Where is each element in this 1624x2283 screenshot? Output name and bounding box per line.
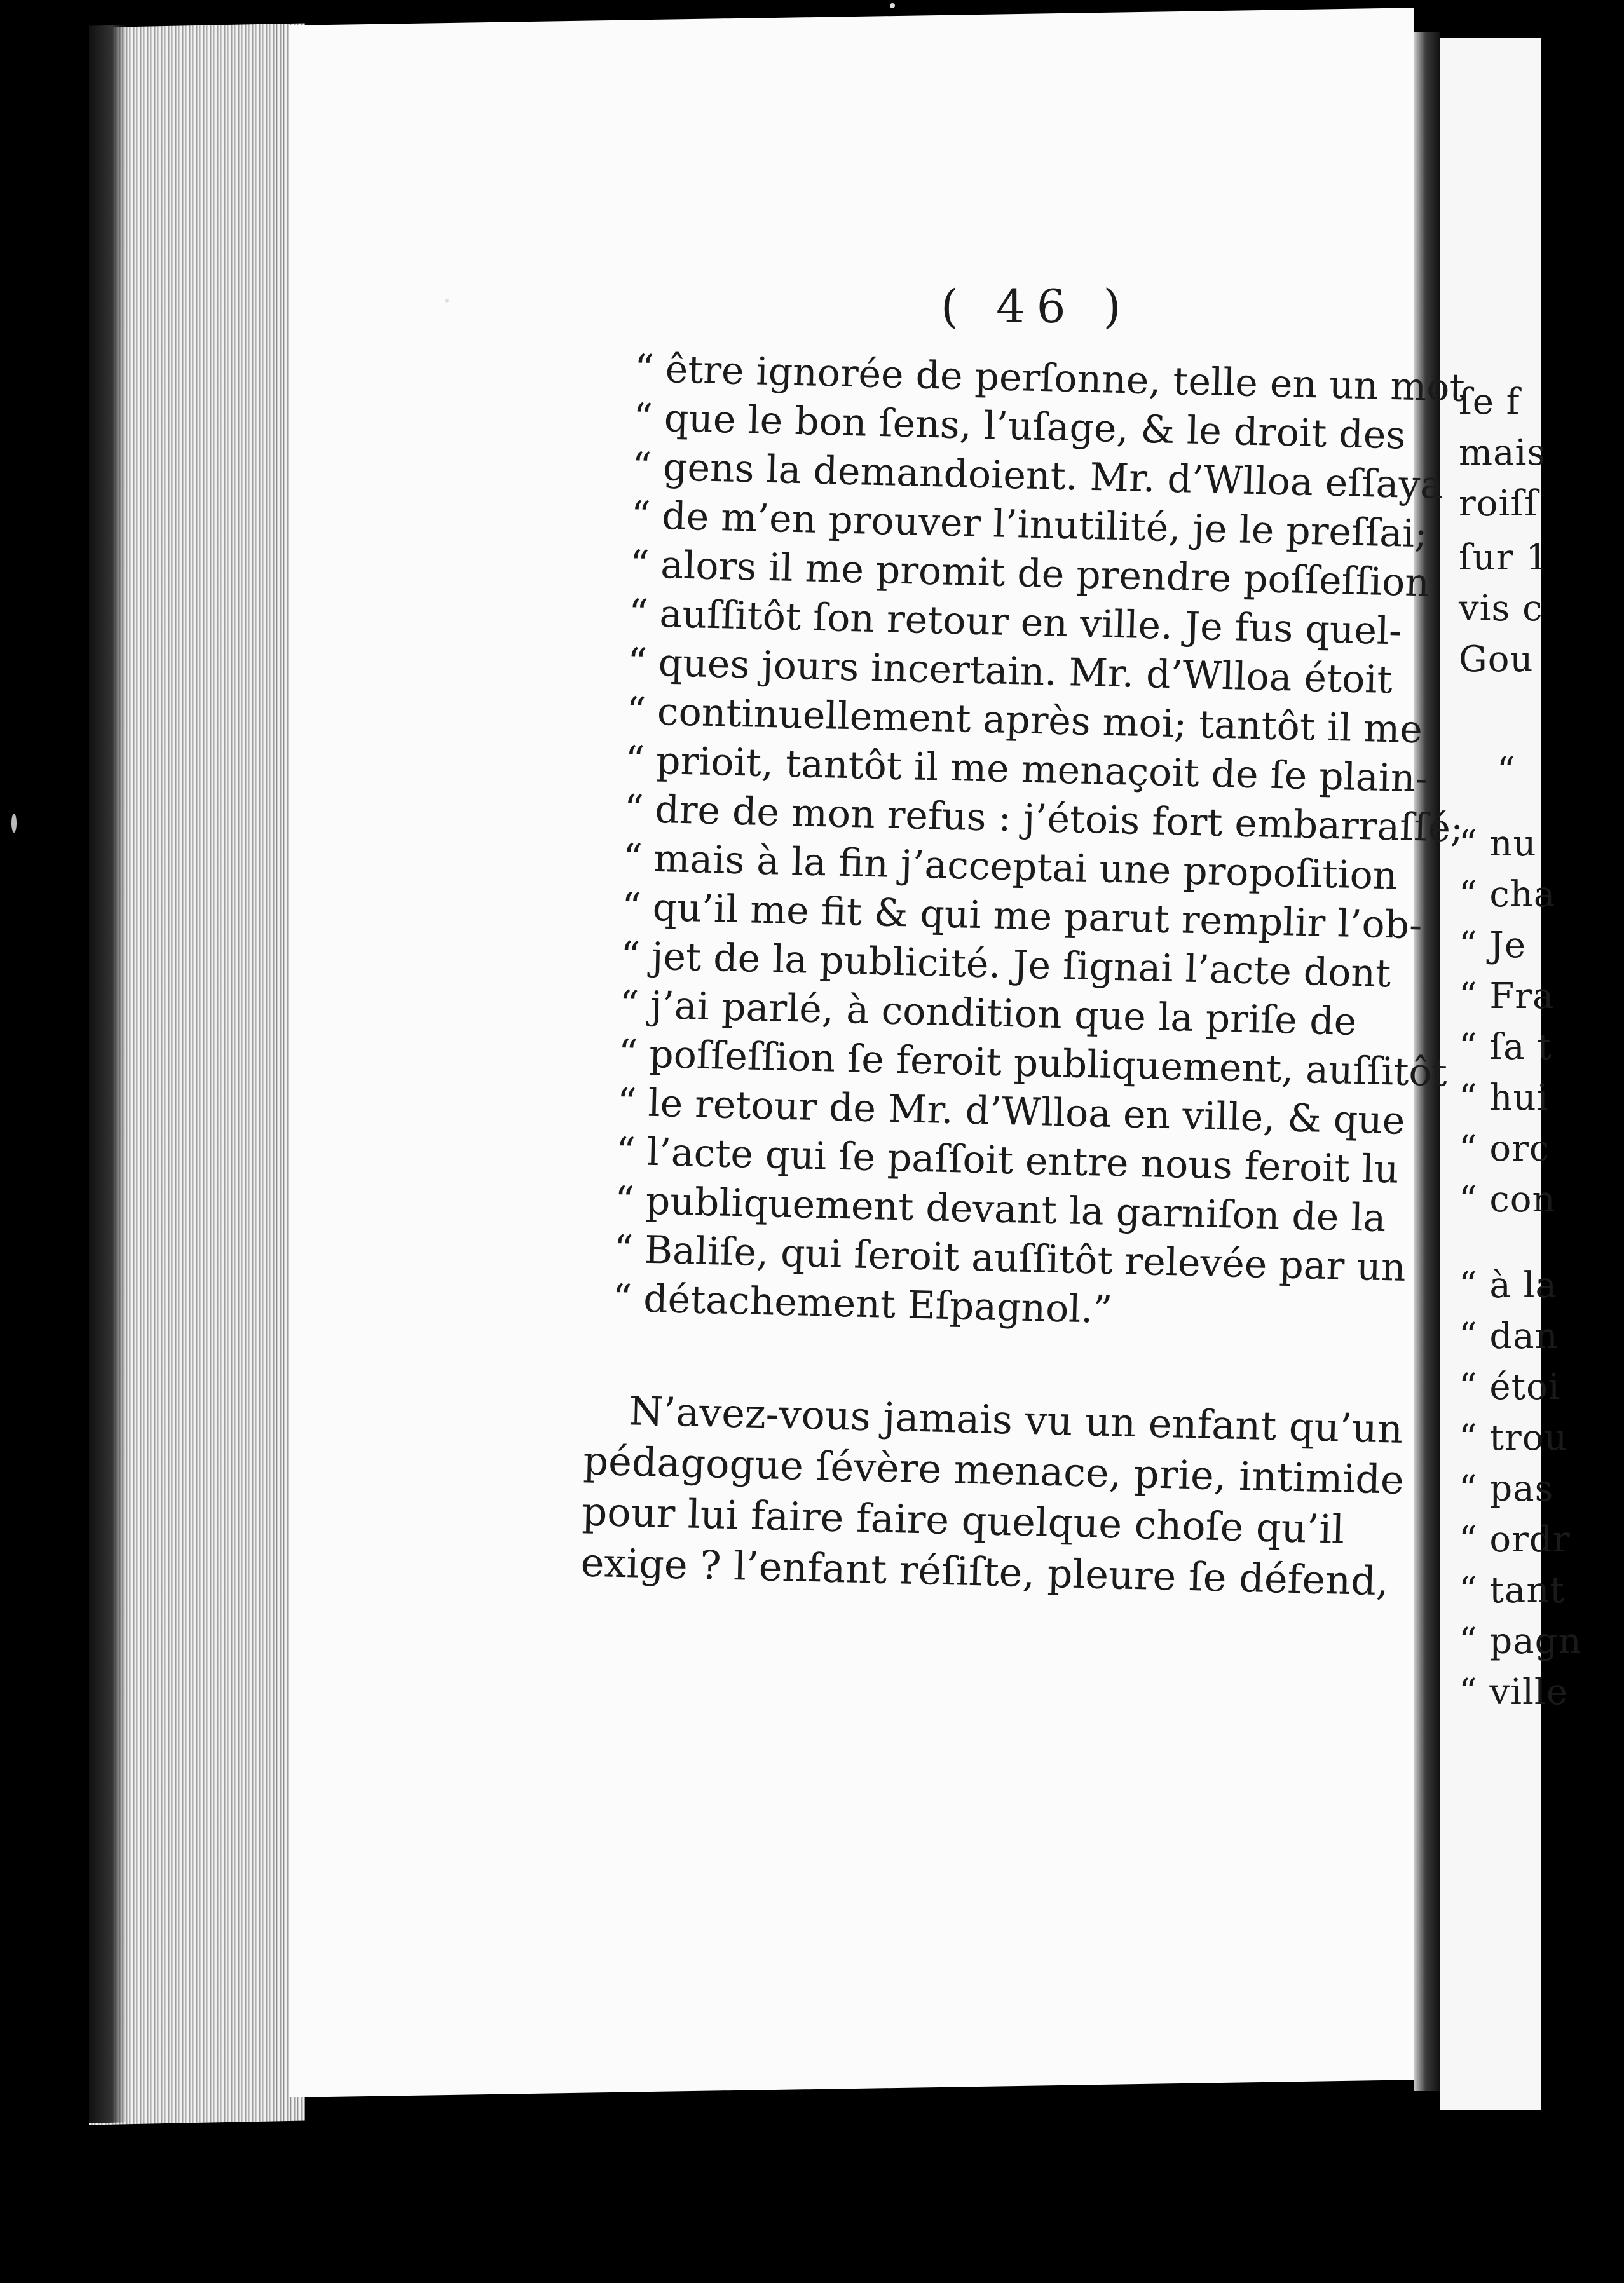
paragraph-line: N’avez-vous jamais vu un enfant qu’un [628, 1387, 1403, 1452]
quoted-line-text: jet de la publicité. Je ſignai l’acte dont [651, 934, 1391, 997]
quote-mark: “ [611, 1276, 633, 1321]
right-page-line: Gou [1459, 639, 1534, 680]
right-page-line: “ tant [1459, 1570, 1565, 1611]
quoted-line-text: publiquement devant la garniſon de la [645, 1178, 1387, 1241]
right-page-line: ſur 1 [1459, 537, 1549, 578]
quoted-line-text: détachement Eſpagnol.” [643, 1276, 1114, 1333]
right-page-line: “ étoi [1459, 1366, 1560, 1408]
right-page-line: roiſſ [1459, 483, 1538, 524]
quoted-line-text: le retour de Mr. d’Wlloa en ville, & que [647, 1080, 1406, 1143]
right-page-line: “ ordr [1459, 1519, 1571, 1560]
quote-mark: “ [617, 1080, 638, 1126]
quote-mark: “ [630, 493, 652, 538]
right-page-line: mais [1459, 432, 1546, 474]
quoted-line-text: qu’il me fit & qui me parut remplir l’ob- [652, 885, 1423, 948]
paragraph-line: pour lui faire faire quelque choſe qu’il [581, 1488, 1345, 1553]
right-page-line: “ orc [1459, 1128, 1550, 1169]
quoted-line-text: auſſitôt ſon retour en ville. Je fus quel- [658, 592, 1403, 654]
quote-mark: “ [634, 346, 655, 392]
page-number: ( 46 ) [941, 280, 1133, 333]
right-page-line: “ Je [1459, 925, 1527, 966]
quote-mark: “ [628, 590, 649, 636]
quote-mark: “ [614, 1178, 635, 1223]
quote-mark: “ [625, 688, 646, 734]
quoted-line-text: gens la demandoient. Mr. d’Wlloa eſſaya [662, 445, 1443, 508]
right-page-line: “ à la [1459, 1265, 1557, 1306]
quoted-line-text: prioit, tantôt il me menaçoit de ſe plain- [655, 738, 1429, 801]
dust-speck [445, 299, 449, 303]
paragraph-line: pédagogue ſévère menace, prie, intimide [582, 1437, 1405, 1503]
quote-mark: “ [622, 835, 643, 881]
right-page [1440, 38, 1582, 2110]
quote-mark: “ [624, 737, 646, 783]
quoted-line-text: de m’en prouver l’inutilité, je le preſſai; [661, 494, 1428, 557]
quote-mark: “ [617, 1031, 639, 1077]
right-page-line: “ cha [1459, 874, 1556, 915]
right-page-line: “ ſa t [1459, 1026, 1552, 1068]
quoted-line-text: l’acte qui ſe paſſoit entre nous feroit lu [646, 1129, 1400, 1192]
right-page-line: “ [1497, 750, 1516, 791]
right-page-line: “ Fra [1459, 976, 1555, 1017]
quote-mark: “ [621, 884, 642, 930]
quoted-line-text: mais à la fin j’acceptai une propoſition [653, 836, 1398, 899]
quote-mark: “ [620, 933, 641, 979]
quote-mark: “ [618, 982, 640, 1028]
page-edges-shadow [89, 25, 127, 2123]
quoted-line-text: alors il me promit de prendre poſſeſſion [660, 543, 1430, 606]
quote-mark: “ [627, 639, 648, 685]
quoted-line-text: que le bon ſens, l’uſage, & le droit des [664, 396, 1406, 458]
right-page-line: “ nu [1459, 823, 1537, 864]
right-page-line: “ pas [1459, 1468, 1554, 1510]
quote-mark: “ [615, 1129, 636, 1175]
quote-mark: “ [613, 1227, 634, 1272]
quoted-line-text: continuellement après moi; tantôt il me [657, 689, 1423, 753]
quoted-line-text: dre de mon refus : j’étois fort embarraſſé; [654, 787, 1464, 851]
right-page-line: “ con [1459, 1179, 1556, 1220]
quoted-line-text: Baliſe, qui ſeroit auſſitôt relevée par un [644, 1227, 1407, 1290]
right-page-line: “ trou [1459, 1417, 1568, 1459]
right-page-line: “ hui [1459, 1077, 1549, 1119]
dust-speck [890, 3, 895, 8]
right-page-line: “ pagn [1459, 1621, 1582, 1662]
quoted-line-text: ques jours incertain. Mr. d’Wlloa étoit [658, 641, 1393, 703]
right-page-line: ſe f [1459, 381, 1520, 423]
right-page-line: “ dan [1459, 1316, 1559, 1357]
quoted-line-text: j’ai parlé, à condition que la priſe de [650, 983, 1358, 1045]
quoted-line-text: poſſeſſion ſe feroit publiquement, auſſitôt [648, 1032, 1448, 1096]
quote-mark: “ [629, 542, 650, 587]
quoted-line-text: être ignorée de perſonne, telle en un mot [664, 347, 1466, 411]
right-page-line: vis c [1459, 588, 1543, 629]
quote-mark: “ [631, 444, 652, 489]
quote-mark: “ [632, 395, 653, 440]
paragraph-line: exige ? l’enfant réſiſte, pleure ſe défend, [580, 1539, 1389, 1605]
right-page-line: “ ville [1459, 1672, 1568, 1713]
quote-mark: “ [623, 786, 645, 832]
dust-speck [11, 814, 17, 833]
